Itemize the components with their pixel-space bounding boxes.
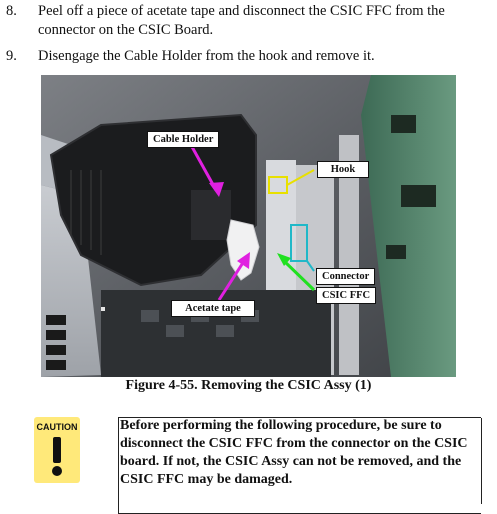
cable-holder-label: Cable Holder <box>147 131 219 148</box>
step-number: 8. <box>6 3 17 19</box>
connector-label: Connector <box>316 268 375 285</box>
figure-photo <box>41 75 456 377</box>
caution-text: Before performing the following procedure, be sure to disconnect the CSIC FFC from the connector on the CSIC board. If not, the CSIC Assy can not be removed, and the CSIC FFC may be damaged. <box>120 418 468 487</box>
step-8 <box>6 2 496 42</box>
printer-photo-illustration <box>41 75 456 377</box>
figure-caption: Figure 4-55. Removing the CSIC Assy (1) <box>125 378 372 393</box>
csic-ffc-label: CSIC FFC <box>316 287 376 304</box>
acetate-tape-label: Acetate tape <box>171 300 255 317</box>
hook-label: Hook <box>317 161 369 178</box>
step-text: Disengage the Cable Holder from the hook and remove it. <box>38 48 375 64</box>
caution-icon <box>34 417 80 483</box>
step-number: 9. <box>6 48 17 64</box>
step-text: Peel off a piece of acetate tape and disconnect the CSIC FFC from the connector on the CSIC Board. <box>38 3 445 38</box>
step-9 <box>6 47 496 67</box>
svg-text:CAUTION: CAUTION <box>36 422 78 432</box>
